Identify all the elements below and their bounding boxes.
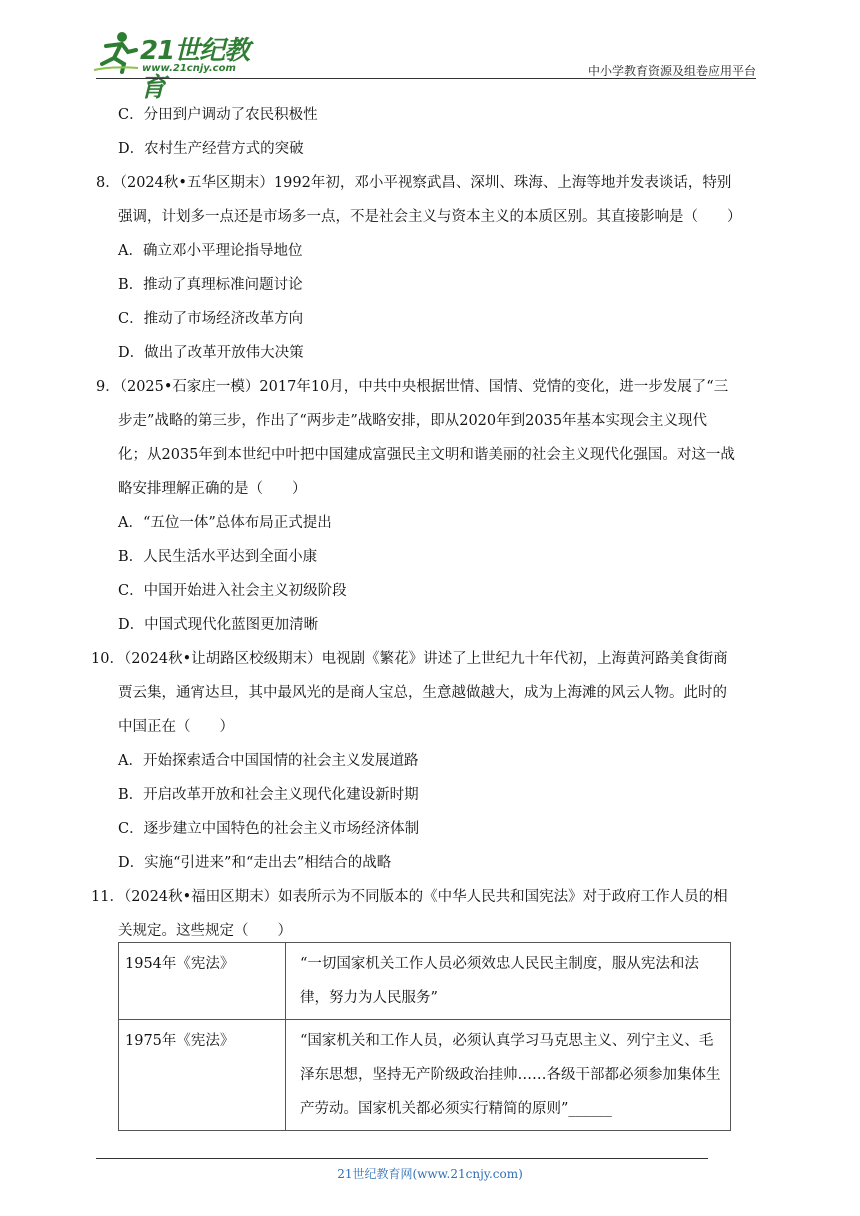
question-text-line: 强调，计划多一点还是市场多一点，不是社会主义与资本主义的本质区别。其直接影响是（ ）: [118, 209, 742, 225]
table-row: [119, 943, 731, 1020]
answer-option: D．做出了改革开放伟大决策: [118, 345, 304, 361]
answer-option: D．实施“引进来”和“走出去”相结合的战略: [118, 855, 392, 871]
answer-option: C．分田到户调动了农民积极性: [118, 107, 318, 123]
question-text-line: 关规定。这些规定（ ）: [118, 923, 292, 939]
page-footer: 21世纪教育网(www.21cnjy.com): [337, 1167, 523, 1181]
question-text-line: 步走”战略的第三步，作出了“两步走”战略安排，即从2020年到2035年基本实现会主义现代: [118, 413, 708, 429]
question-text-line: 10．（2024秋•让胡路区校级期末）电视剧《繁花》讲述了上世纪九十年代初，上海黄河路美食街商: [91, 651, 728, 667]
table-cell-version: 1954年《宪法》: [119, 943, 286, 1020]
question-text-line: 9．（2025•石家庄一模）2017年10月，中共中央根据世情、国情、党情的变化，进一步发展了“三: [96, 379, 729, 395]
question-text-line: 贾云集，通宵达旦，其中最风光的是商人宝总，生意越做越大，成为上海滩的风云人物。此时的: [118, 685, 727, 701]
answer-option: B．开启改革开放和社会主义现代化建设新时期: [118, 787, 419, 803]
site-logo: [92, 30, 262, 103]
answer-option: B．推动了真理标准问题讨论: [118, 277, 303, 293]
answer-option: B．人民生活水平达到全面小康: [118, 549, 318, 565]
table-cell-text: “一切国家机关工作人员必须效忠人民民主制度，服从宪法和法律，努力为人民服务”: [286, 943, 731, 1020]
table-cell-version: 1975年《宪法》: [119, 1020, 286, 1131]
question-text-line: 11．（2024秋•福田区期末）如表所示为不同版本的《中华人民共和国宪法》对于政府工作人员的相: [91, 889, 728, 905]
answer-option: C．中国开始进入社会主义初级阶段: [118, 583, 347, 599]
answer-option: A．开始探索适合中国国情的社会主义发展道路: [118, 753, 419, 769]
question-text-line: 8．（2024秋•五华区期末）1992年初，邓小平视察武昌、深圳、珠海、上海等地并发表谈话，特别: [96, 175, 732, 191]
question-content: [91, 98, 742, 948]
answer-option: C．逐步建立中国特色的社会主义市场经济体制: [118, 821, 420, 837]
answer-option: C．推动了市场经济改革方向: [118, 311, 304, 327]
footer-divider: [96, 1158, 708, 1159]
logo-text: 21世纪教育: [140, 36, 250, 103]
question-text-line: 中国正在（ ）: [118, 719, 234, 735]
runner-icon: [92, 30, 140, 74]
answer-option: A．“五位一体”总体布局正式提出: [118, 515, 332, 531]
constitution-table: [118, 942, 731, 1131]
platform-title: 中小学教育资源及组卷应用平台: [587, 64, 756, 78]
answer-option: D．农村生产经营方式的突破: [118, 141, 304, 157]
answer-option: D．中国式现代化蓝图更加清晰: [118, 617, 319, 633]
question-text-line: 化；从2035年到本世纪中叶把中国建成富强民主文明和谐美丽的社会主义现代化强国。对这一战: [118, 447, 735, 463]
question-text-line: 略安排理解正确的是（ ）: [118, 481, 307, 497]
table-cell-text: “国家机关和工作人员，必须认真学习马克思主义、列宁主义、毛泽东思想，坚持无产阶级政治挂帅……各级干部都必须参加集体生产劳动。国家机关都必须实行精简的原则”______: [286, 1020, 731, 1131]
table-row: [119, 1020, 731, 1131]
page-header: [0, 0, 860, 103]
logo-url: www.21cnjy.com: [142, 63, 236, 74]
answer-option: A．确立邓小平理论指导地位: [118, 243, 303, 259]
header-divider: [96, 78, 756, 79]
